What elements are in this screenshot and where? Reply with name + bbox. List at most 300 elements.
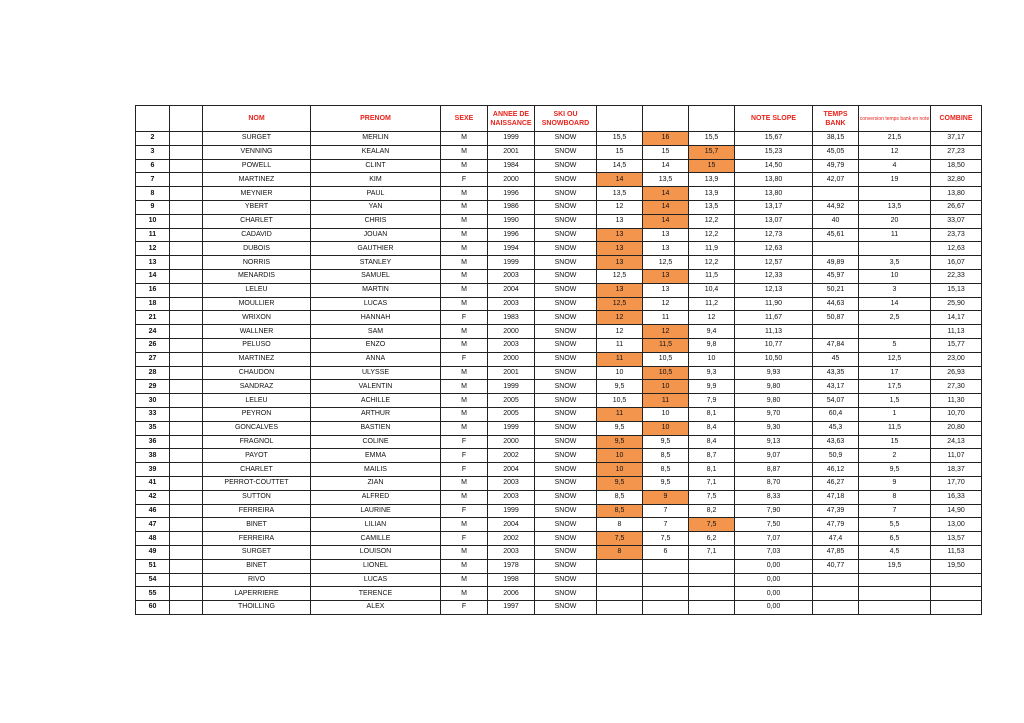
combine-cell: 14,90 [931,504,982,518]
note-2-cell [643,559,689,573]
note-3-cell: 7,9 [689,394,735,408]
note-3-cell: 9,8 [689,338,735,352]
temps-bank-cell: 47,85 [813,545,859,559]
ski-cell: SNOW [535,559,597,573]
combine-cell: 11,07 [931,449,982,463]
sexe-cell: M [441,200,488,214]
nom-cell: PAYOT [203,449,311,463]
note-slope-cell: 0,00 [735,601,813,615]
conversion-cell [859,587,931,601]
conversion-cell: 9 [859,476,931,490]
note-1-cell: 10 [597,449,643,463]
note-slope-cell: 8,70 [735,476,813,490]
sexe-cell: M [441,256,488,270]
annee-cell: 1978 [488,559,535,573]
ski-cell: SNOW [535,490,597,504]
combine-cell: 13,57 [931,532,982,546]
prenom-cell: ARTHUR [311,407,441,421]
conversion-cell: 12,5 [859,352,931,366]
blank-cell [170,159,203,173]
sexe-cell: M [441,587,488,601]
table-row [136,256,982,270]
note-1-cell: 8 [597,545,643,559]
note-slope-cell: 7,03 [735,545,813,559]
note-3-cell: 9,3 [689,366,735,380]
table-row [136,311,982,325]
note-3-cell: 15,7 [689,145,735,159]
header-sexe: SEXE [441,106,488,132]
table-row [136,490,982,504]
combine-cell [931,573,982,587]
combine-cell: 12,63 [931,242,982,256]
nom-cell: PERROT-COUTTET [203,476,311,490]
note-2-cell: 12 [643,325,689,339]
note-2-cell [643,587,689,601]
prenom-cell: LILIAN [311,518,441,532]
note-slope-cell: 0,00 [735,573,813,587]
conversion-cell: 17,5 [859,380,931,394]
prenom-cell: TERENCE [311,587,441,601]
blank-cell [170,463,203,477]
note-slope-cell: 9,07 [735,449,813,463]
ski-cell: SNOW [535,435,597,449]
note-slope-cell: 13,17 [735,200,813,214]
annee-cell: 2004 [488,518,535,532]
temps-bank-cell: 47,79 [813,518,859,532]
temps-bank-cell: 43,63 [813,435,859,449]
combine-cell: 16,33 [931,490,982,504]
note-2-cell: 14 [643,200,689,214]
results-table [135,105,982,615]
table-row [136,532,982,546]
combine-cell: 32,80 [931,173,982,187]
ski-cell: SNOW [535,256,597,270]
note-3-cell: 12,2 [689,256,735,270]
nom-cell: LAPERRIERE [203,587,311,601]
blank-cell [170,214,203,228]
note-3-cell: 6,2 [689,532,735,546]
row-id: 29 [136,380,170,394]
conversion-cell: 5 [859,338,931,352]
note-1-cell: 13,5 [597,187,643,201]
nom-cell: RIVO [203,573,311,587]
nom-cell: NORRIS [203,256,311,270]
prenom-cell: PAUL [311,187,441,201]
annee-cell: 2000 [488,435,535,449]
combine-cell: 13,80 [931,187,982,201]
nom-cell: FRAGNOL [203,435,311,449]
row-id: 36 [136,435,170,449]
prenom-cell: MERLIN [311,132,441,146]
note-1-cell [597,587,643,601]
blank-cell [170,449,203,463]
annee-cell: 1999 [488,380,535,394]
blank-cell [170,421,203,435]
sexe-cell: M [441,214,488,228]
sexe-cell: M [441,394,488,408]
ski-cell: SNOW [535,283,597,297]
annee-cell: 1983 [488,311,535,325]
nom-cell: FERREIRA [203,504,311,518]
row-id: 12 [136,242,170,256]
nom-cell: YBERT [203,200,311,214]
sexe-cell: M [441,297,488,311]
combine-cell: 19,50 [931,559,982,573]
note-2-cell: 13 [643,269,689,283]
conversion-cell: 12 [859,145,931,159]
note-2-cell: 9,5 [643,435,689,449]
note-2-cell: 7 [643,504,689,518]
note-3-cell: 12,2 [689,228,735,242]
header-note-3 [689,106,735,132]
table-row [136,449,982,463]
blank-cell [170,200,203,214]
note-slope-cell: 8,87 [735,463,813,477]
row-id: 30 [136,394,170,408]
note-1-cell: 13 [597,214,643,228]
row-id: 7 [136,173,170,187]
annee-cell: 1994 [488,242,535,256]
row-id: 13 [136,256,170,270]
ski-cell: SNOW [535,573,597,587]
note-1-cell: 7,5 [597,532,643,546]
note-slope-cell: 12,63 [735,242,813,256]
conversion-cell: 7 [859,504,931,518]
ski-cell: SNOW [535,380,597,394]
note-1-cell: 11 [597,352,643,366]
annee-cell: 2000 [488,352,535,366]
blank-cell [170,132,203,146]
ski-cell: SNOW [535,504,597,518]
header-note-2 [643,106,689,132]
note-slope-cell: 12,13 [735,283,813,297]
sexe-cell: M [441,545,488,559]
prenom-cell: ACHILLE [311,394,441,408]
row-id: 16 [136,283,170,297]
ski-cell: SNOW [535,532,597,546]
note-slope-cell: 11,67 [735,311,813,325]
note-2-cell: 13 [643,228,689,242]
row-id: 14 [136,269,170,283]
conversion-cell: 8 [859,490,931,504]
prenom-cell: SAM [311,325,441,339]
annee-cell: 2001 [488,366,535,380]
note-2-cell: 6 [643,545,689,559]
sexe-cell: M [441,159,488,173]
note-1-cell: 15 [597,145,643,159]
note-1-cell: 14 [597,173,643,187]
note-3-cell: 8,4 [689,435,735,449]
prenom-cell: CLINT [311,159,441,173]
nom-cell: GONCALVES [203,421,311,435]
note-2-cell: 13 [643,283,689,297]
ski-cell: SNOW [535,132,597,146]
annee-cell: 2003 [488,338,535,352]
table-row [136,200,982,214]
note-3-cell: 13,9 [689,187,735,201]
nom-cell: SUTTON [203,490,311,504]
combine-cell: 25,90 [931,297,982,311]
annee-cell: 2003 [488,545,535,559]
combine-cell: 11,30 [931,394,982,408]
nom-cell: LELEU [203,283,311,297]
prenom-cell: ALEX [311,601,441,615]
combine-cell: 15,13 [931,283,982,297]
blank-cell [170,504,203,518]
prenom-cell: GAUTHIER [311,242,441,256]
nom-cell: MARTINEZ [203,352,311,366]
conversion-cell: 2 [859,449,931,463]
nom-cell: SANDRAZ [203,380,311,394]
ski-cell: SNOW [535,545,597,559]
note-slope-cell: 8,33 [735,490,813,504]
table-row [136,504,982,518]
note-slope-cell: 10,77 [735,338,813,352]
annee-cell: 2002 [488,532,535,546]
conversion-cell: 5,5 [859,518,931,532]
header-blank-2 [170,106,203,132]
nom-cell: CHARLET [203,214,311,228]
nom-cell: PELUSO [203,338,311,352]
nom-cell: BINET [203,559,311,573]
row-id: 3 [136,145,170,159]
conversion-cell [859,242,931,256]
table-row [136,187,982,201]
ski-cell: SNOW [535,173,597,187]
conversion-cell: 4,5 [859,545,931,559]
combine-cell: 18,50 [931,159,982,173]
row-id: 48 [136,532,170,546]
sexe-cell: F [441,463,488,477]
conversion-cell: 4 [859,159,931,173]
note-2-cell: 10 [643,421,689,435]
table-row [136,283,982,297]
row-id: 33 [136,407,170,421]
header-temps-bank: TEMPS BANK [813,106,859,132]
note-3-cell: 8,7 [689,449,735,463]
sexe-cell: M [441,325,488,339]
row-id: 9 [136,200,170,214]
blank-cell [170,187,203,201]
note-3-cell: 11,2 [689,297,735,311]
note-slope-cell: 13,07 [735,214,813,228]
conversion-cell: 1 [859,407,931,421]
sexe-cell: F [441,601,488,615]
temps-bank-cell: 43,35 [813,366,859,380]
note-slope-cell: 7,90 [735,504,813,518]
temps-bank-cell: 45,05 [813,145,859,159]
temps-bank-cell: 54,07 [813,394,859,408]
conversion-cell: 2,5 [859,311,931,325]
note-slope-cell: 12,57 [735,256,813,270]
ski-cell: SNOW [535,297,597,311]
temps-bank-cell: 49,79 [813,159,859,173]
row-id: 2 [136,132,170,146]
blank-cell [170,145,203,159]
prenom-cell: LUCAS [311,573,441,587]
conversion-cell [859,187,931,201]
ski-cell: SNOW [535,145,597,159]
note-2-cell: 11 [643,311,689,325]
ski-cell: SNOW [535,587,597,601]
row-id: 8 [136,187,170,201]
row-id: 47 [136,518,170,532]
prenom-cell: LIONEL [311,559,441,573]
temps-bank-cell: 45,3 [813,421,859,435]
row-id: 26 [136,338,170,352]
temps-bank-cell: 50,21 [813,283,859,297]
sexe-cell: F [441,449,488,463]
table-row [136,476,982,490]
nom-cell: WRIXON [203,311,311,325]
sexe-cell: F [441,311,488,325]
row-id: 6 [136,159,170,173]
sexe-cell: M [441,380,488,394]
note-2-cell: 14 [643,159,689,173]
conversion-cell: 13,5 [859,200,931,214]
combine-cell: 27,23 [931,145,982,159]
note-1-cell: 12 [597,200,643,214]
conversion-cell: 17 [859,366,931,380]
ski-cell: SNOW [535,200,597,214]
sexe-cell: M [441,283,488,297]
note-3-cell: 12,2 [689,214,735,228]
prenom-cell: ENZO [311,338,441,352]
prenom-cell: ZIAN [311,476,441,490]
conversion-cell: 21,5 [859,132,931,146]
note-1-cell: 8,5 [597,490,643,504]
temps-bank-cell [813,325,859,339]
note-2-cell [643,601,689,615]
annee-cell: 1984 [488,159,535,173]
annee-cell: 1996 [488,187,535,201]
nom-cell: WALLNER [203,325,311,339]
annee-cell: 2003 [488,490,535,504]
annee-cell: 2003 [488,297,535,311]
note-slope-cell: 7,50 [735,518,813,532]
sexe-cell: F [441,173,488,187]
table-row [136,545,982,559]
conversion-cell [859,573,931,587]
row-id: 24 [136,325,170,339]
annee-cell: 2006 [488,587,535,601]
conversion-cell: 1,5 [859,394,931,408]
prenom-cell: STANLEY [311,256,441,270]
nom-cell: PEYRON [203,407,311,421]
nom-cell: MEYNIER [203,187,311,201]
blank-cell [170,559,203,573]
conversion-cell: 15 [859,435,931,449]
prenom-cell: JOUAN [311,228,441,242]
combine-cell: 37,17 [931,132,982,146]
combine-cell: 23,00 [931,352,982,366]
note-1-cell: 9,5 [597,476,643,490]
row-id: 54 [136,573,170,587]
ski-cell: SNOW [535,242,597,256]
header-ski: SKI OU SNOWBOARD [535,106,597,132]
row-id: 38 [136,449,170,463]
nom-cell: SURGET [203,132,311,146]
annee-cell: 2002 [488,449,535,463]
note-1-cell: 12 [597,325,643,339]
note-3-cell: 11,5 [689,269,735,283]
row-id: 60 [136,601,170,615]
prenom-cell: MARTIN [311,283,441,297]
temps-bank-cell [813,573,859,587]
note-3-cell: 12 [689,311,735,325]
row-id: 55 [136,587,170,601]
combine-cell: 15,77 [931,338,982,352]
row-id: 41 [136,476,170,490]
blank-cell [170,532,203,546]
ski-cell: SNOW [535,463,597,477]
note-1-cell: 13 [597,256,643,270]
prenom-cell: YAN [311,200,441,214]
table-row [136,214,982,228]
nom-cell: FERREIRA [203,532,311,546]
sexe-cell: M [441,366,488,380]
row-id: 35 [136,421,170,435]
combine-cell: 20,80 [931,421,982,435]
note-3-cell: 7,1 [689,545,735,559]
temps-bank-cell [813,587,859,601]
note-slope-cell: 9,80 [735,394,813,408]
conversion-cell: 19 [859,173,931,187]
combine-cell [931,587,982,601]
combine-cell: 24,13 [931,435,982,449]
ski-cell: SNOW [535,518,597,532]
row-id: 18 [136,297,170,311]
note-2-cell: 14 [643,214,689,228]
row-id: 21 [136,311,170,325]
blank-cell [170,297,203,311]
blank-cell [170,587,203,601]
note-3-cell: 13,9 [689,173,735,187]
table-row [136,242,982,256]
header-nom: NOM [203,106,311,132]
annee-cell: 1999 [488,132,535,146]
sexe-cell: M [441,187,488,201]
blank-cell [170,256,203,270]
note-2-cell: 7,5 [643,532,689,546]
note-1-cell [597,573,643,587]
ski-cell: SNOW [535,601,597,615]
note-2-cell: 12 [643,297,689,311]
note-3-cell: 8,2 [689,504,735,518]
temps-bank-cell: 50,87 [813,311,859,325]
table-row [136,269,982,283]
table-row [136,159,982,173]
note-3-cell: 10 [689,352,735,366]
header-combine: COMBINE [931,106,982,132]
row-id: 51 [136,559,170,573]
prenom-cell: KIM [311,173,441,187]
table-row [136,228,982,242]
note-slope-cell: 9,93 [735,366,813,380]
note-3-cell [689,587,735,601]
note-2-cell: 11,5 [643,338,689,352]
ski-cell: SNOW [535,366,597,380]
note-2-cell: 7 [643,518,689,532]
note-3-cell: 7,5 [689,490,735,504]
note-3-cell: 13,5 [689,200,735,214]
sexe-cell: M [441,407,488,421]
table-row [136,366,982,380]
annee-cell: 2005 [488,407,535,421]
prenom-cell: CAMILLE [311,532,441,546]
note-1-cell: 12,5 [597,297,643,311]
temps-bank-cell [813,601,859,615]
